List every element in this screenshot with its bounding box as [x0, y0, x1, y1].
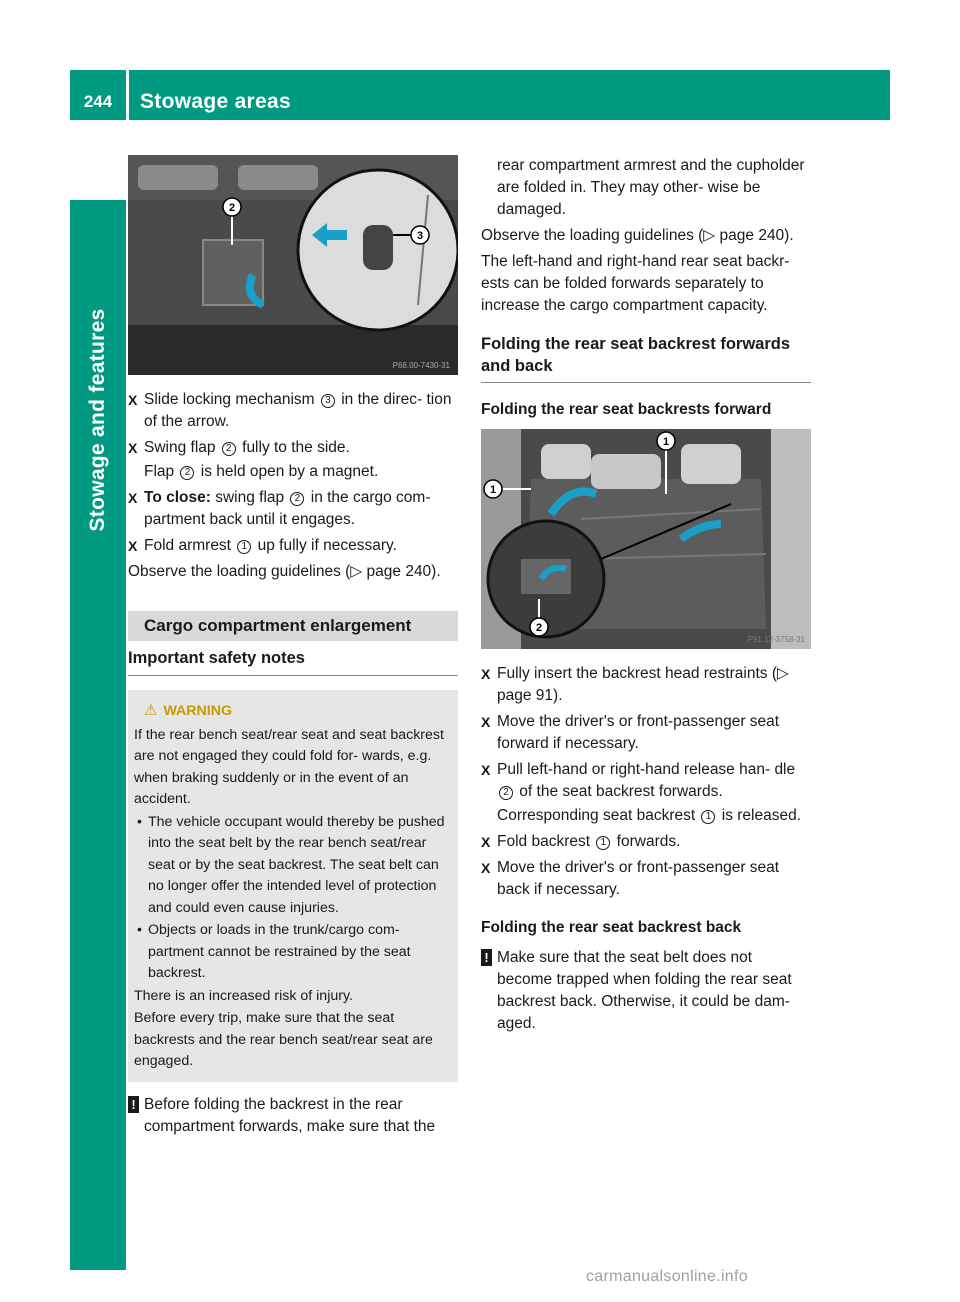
header-divider — [126, 70, 129, 120]
step-fold-backrest: X Fold backrest 1 forwards. — [481, 831, 811, 853]
step-arrow-icon: X — [481, 666, 491, 682]
step-arrow-icon: X — [128, 440, 138, 456]
subhead-safety-notes: Important safety notes — [128, 647, 458, 676]
warning-bullet: • The vehicle occupant would thereby be pushed into the seat belt by the rear bench seat/rear seat or by the seat backrest. The seat belt can no longer offer the intended level of protection and could even cause injuries. — [137, 813, 445, 916]
step-arrow-icon: X — [481, 714, 491, 730]
step-arrow-icon: X — [481, 860, 491, 876]
step-swing-flap: X Swing flap 2 fully to the side. — [128, 437, 458, 459]
page-number: 244 — [83, 92, 113, 111]
figure2-code: P91.12-3758-31 — [747, 635, 805, 644]
bullet-icon: • — [137, 813, 142, 830]
warning-risk: There is an increased risk of injury. — [134, 987, 353, 1004]
step-arrow-icon: X — [128, 538, 138, 554]
step-slide-mechanism: X Slide locking mechanism 3 in the direc- tion of the arrow. — [128, 391, 452, 430]
exclamation-icon: ! — [481, 949, 492, 966]
watermark: carmanualsonline.info — [586, 1268, 748, 1285]
observe-guidelines-link[interactable]: Observe the loading guidelines (▷ page 240). — [128, 563, 441, 580]
warning-triangle-icon: ⚠ — [144, 702, 158, 719]
warning-before-trip: Before every trip, make sure that the seat backrests and the rear bench seat/rear seat are engaged. — [134, 1010, 433, 1069]
figure-locking-mechanism — [128, 155, 458, 375]
figure2-callout-1b: 1 — [489, 484, 497, 496]
subhead-folding-back: Folding the rear seat backrest back — [481, 919, 742, 936]
side-tab-label: Stowage and features — [86, 308, 109, 532]
flap-note: Flap 2 is held open by a magnet. — [144, 463, 379, 480]
subhead-folding-forward: Folding the rear seat backrests forward — [481, 401, 772, 418]
figure1-callout-3: 3 — [416, 230, 424, 242]
step-arrow-icon: X — [481, 762, 491, 778]
heading-folding-backrest: Folding the rear seat backrest forwards and back — [481, 333, 811, 383]
observe-guidelines-link[interactable]: Observe the loading guidelines (▷ page 240). — [481, 227, 794, 244]
warning-box — [128, 690, 458, 1082]
warning-intro: If the rear bench seat/rear seat and seat backrest are not engaged they could fold for- wards, e.g. when braking suddenly or in the event of an accident. — [134, 726, 444, 807]
backrest-released-note: Corresponding seat backrest 1 is released. — [497, 807, 802, 824]
step-arrow-icon: X — [128, 392, 138, 408]
page-title: Stowage areas — [140, 90, 291, 113]
warning-title: ⚠ WARNING — [144, 702, 233, 719]
left-column — [128, 155, 458, 1142]
step-move-seat-back: X Move the driver's or front-passenger seat back if necessary. — [481, 859, 780, 898]
figure1-code: P68.00-7430-31 — [392, 361, 450, 370]
section-title-cargo-enlargement: Cargo compartment enlargement — [128, 611, 458, 641]
notice-seat-belt: ! Make sure that the seat belt does not become trapped when folding the rear seat backrest back. Otherwise, it could be dam- aged. — [481, 947, 811, 1035]
notice-continued: rear compartment armrest and the cupholder are folded in. They may other- wise be damaged. — [497, 157, 805, 218]
step-to-close: X To close: swing flap 2 in the cargo com- partment back until it engages. — [128, 489, 431, 528]
capacity-text: The left-hand and right-hand rear seat backr- ests can be folded forwards separately to increase the cargo compartment capacity. — [481, 253, 790, 314]
step-fold-armrest: X Fold armrest 1 up fully if necessary. — [128, 535, 458, 557]
step-arrow-icon: X — [481, 834, 491, 850]
figure2-callout-2: 2 — [535, 622, 543, 634]
step-arrow-icon: X — [128, 490, 138, 506]
figure2-callout-1a: 1 — [662, 436, 670, 448]
right-column — [481, 155, 811, 1039]
figure1-callout-2: 2 — [228, 202, 236, 214]
step-insert-head-restraints: X Fully insert the backrest head restraints (▷ page 91). — [481, 665, 789, 704]
step-pull-release-handle: X Pull left-hand or right-hand release han- dle 2 of the seat backrest forwards. — [481, 761, 796, 800]
figure-rear-seat-backrests — [481, 429, 811, 649]
warning-bullet: • Objects or loads in the trunk/cargo com- partment cannot be restrained by the seat backrest. — [137, 922, 411, 981]
step-move-seat-forward: X Move the driver's or front-passenger seat forward if necessary. — [481, 713, 780, 752]
bullet-icon: • — [137, 922, 142, 938]
exclamation-icon: ! — [128, 1096, 139, 1113]
notice-before-folding: ! Before folding the backrest in the rear compartment forwards, make sure that the — [128, 1094, 458, 1138]
